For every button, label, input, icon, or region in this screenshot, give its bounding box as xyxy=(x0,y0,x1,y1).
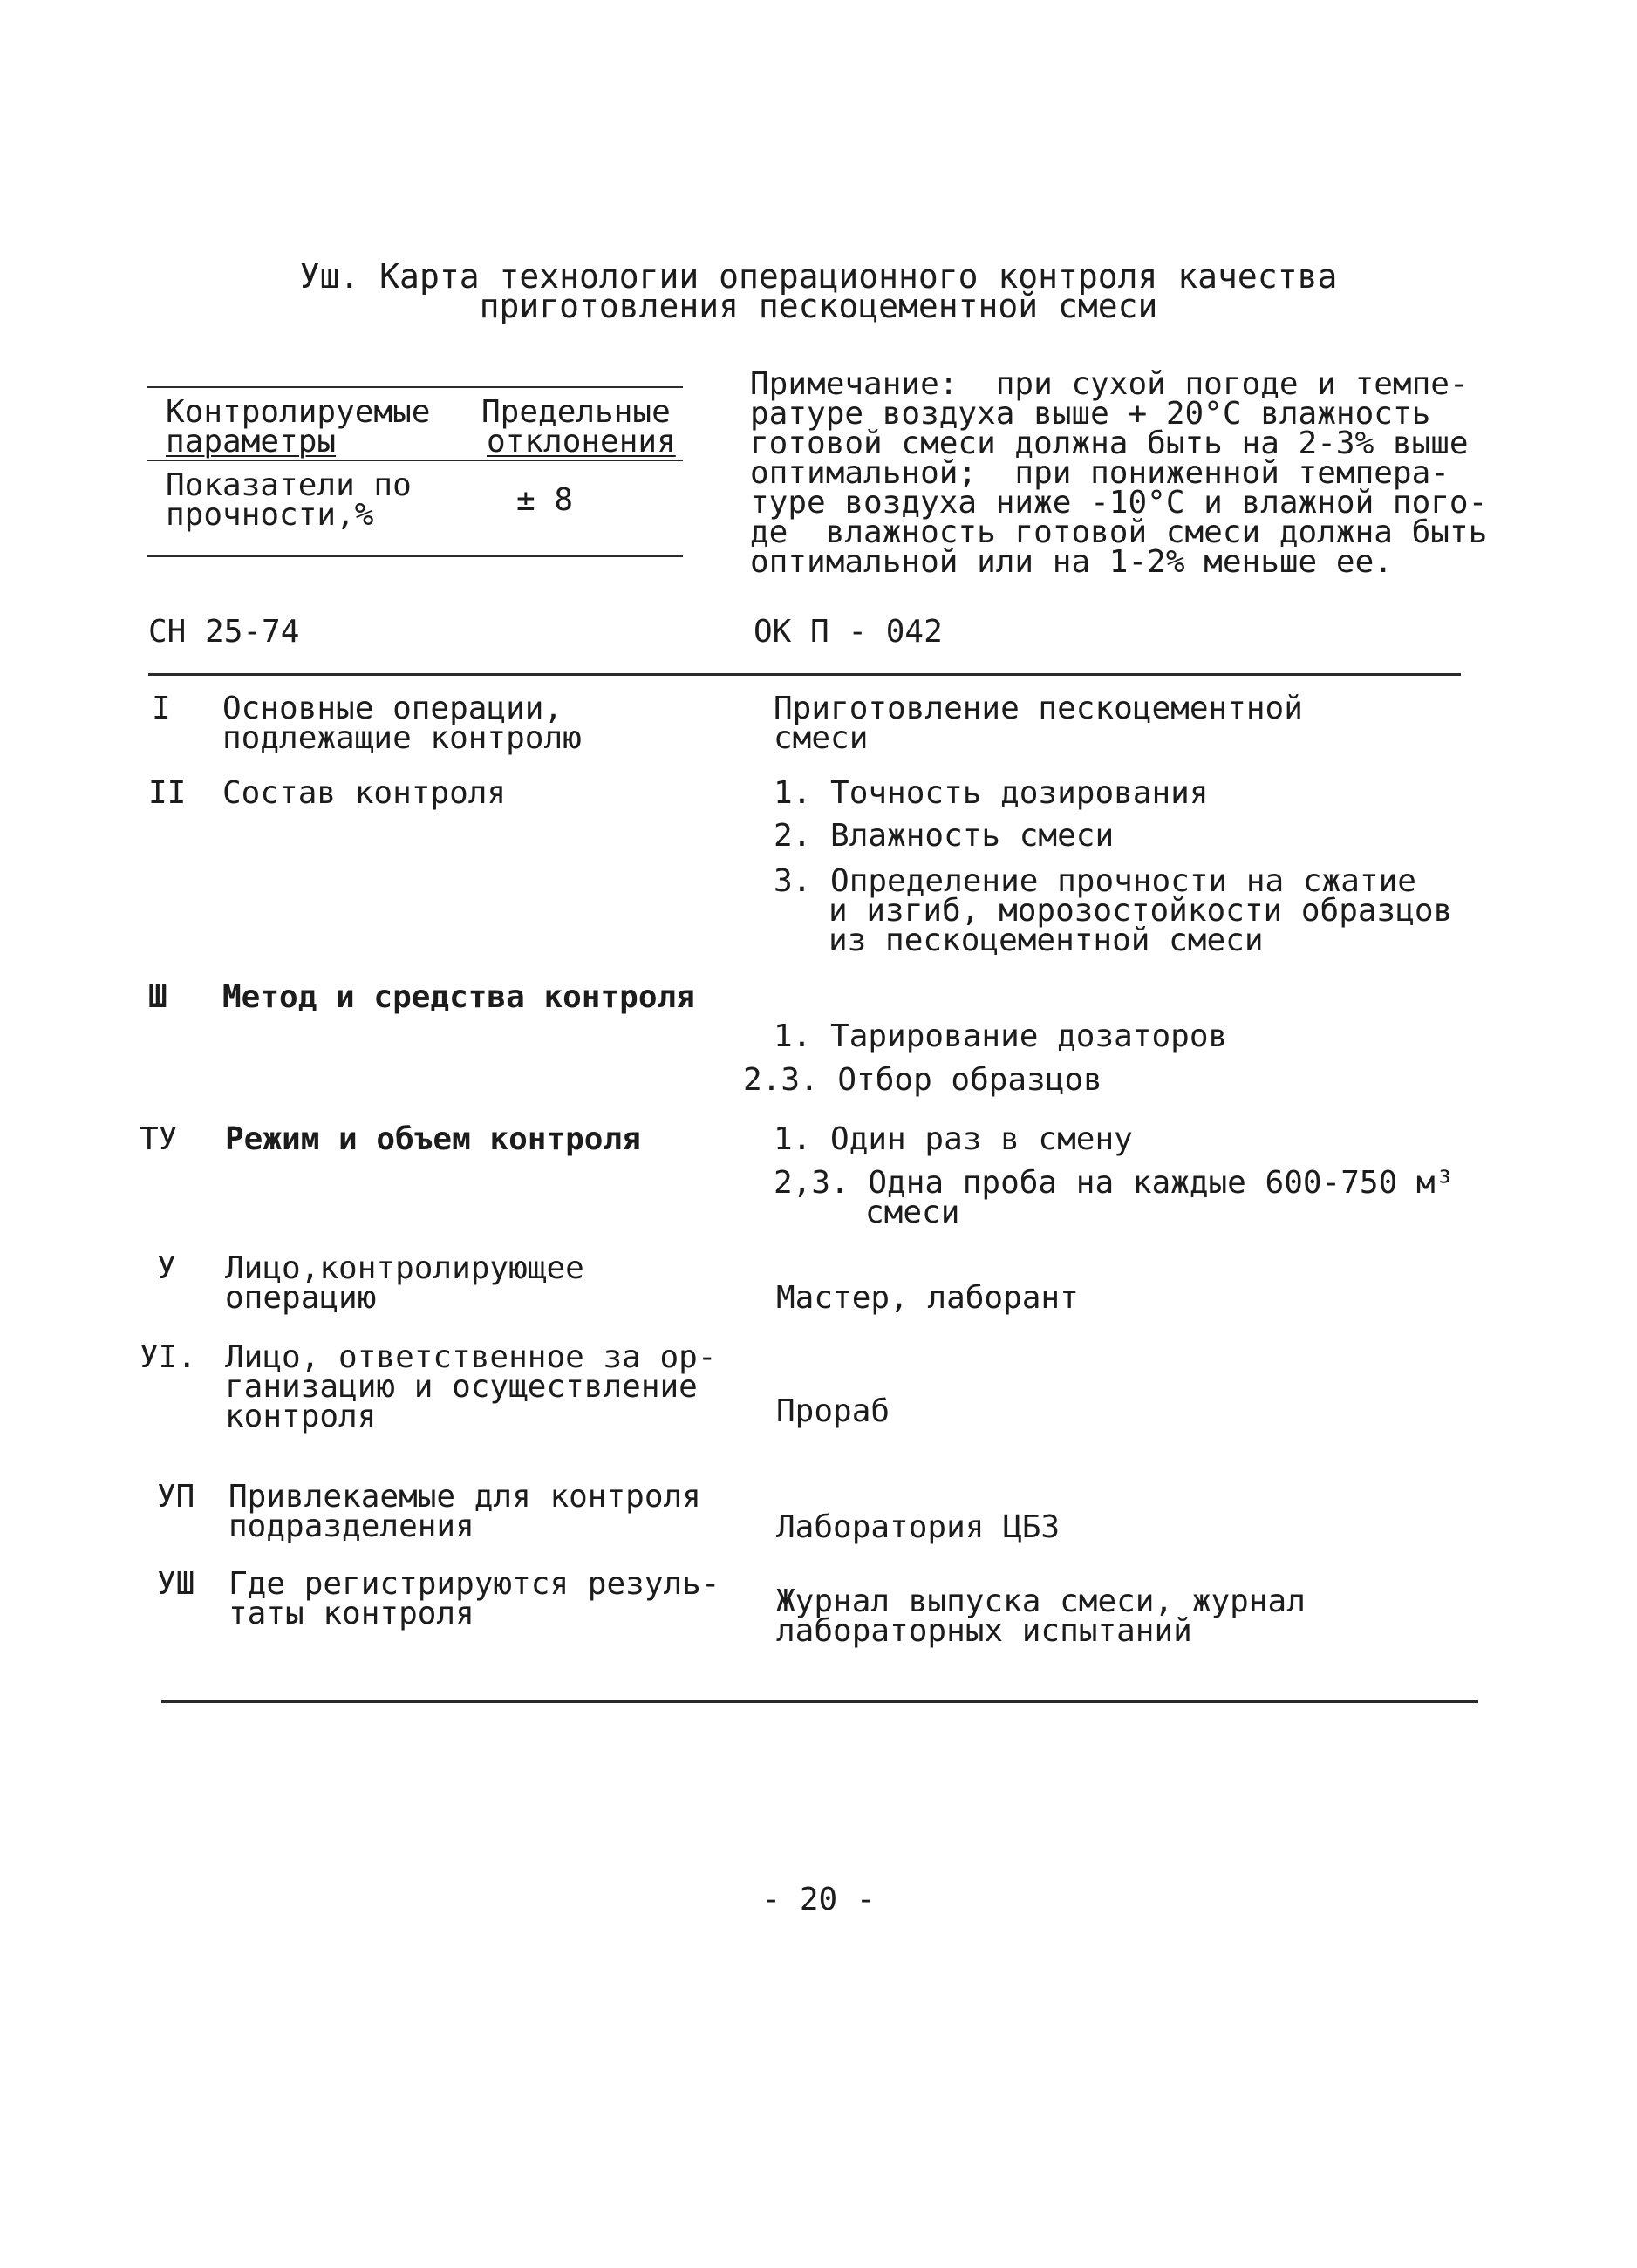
table-header-rule xyxy=(147,460,683,461)
note-line: де влажность готовой смеси должна быть xyxy=(750,514,1488,550)
document-title-line2: приготовления пескоцементной смеси xyxy=(479,287,1158,325)
standard-code: СН 25-74 xyxy=(148,614,300,650)
section-value: Лаборатория ЦБЗ xyxy=(776,1509,1061,1545)
note-line: Примечание: при сухой погоде и темпе- xyxy=(750,366,1469,402)
note-line: туре воздуха ниже -10°С и влажной пого- xyxy=(750,485,1488,521)
section-label: Привлекаемые для контроля xyxy=(228,1479,701,1515)
sections-bottom-rule xyxy=(161,1700,1478,1703)
section-label: подразделения xyxy=(228,1509,474,1544)
section-number: I xyxy=(152,691,171,726)
row-parameter-name: Показатели по xyxy=(166,467,412,503)
section-number: II xyxy=(148,775,187,811)
section-value: Журнал выпуска смеси, журнал xyxy=(776,1584,1306,1619)
column-header-parameters-2: параметры xyxy=(166,424,337,460)
section-value: Приготовление пескоцементной xyxy=(774,691,1303,726)
section-item: 2.3. Отбор образцов xyxy=(743,1062,1102,1098)
section-item: 1. Один раз в смену xyxy=(774,1121,1133,1157)
section-value: лабораторных испытаний xyxy=(776,1613,1192,1649)
section-item: из пескоцементной смеси xyxy=(829,923,1264,958)
note-line: оптимальной или на 1-2% меньше ее. xyxy=(750,544,1393,580)
section-label: ганизацию и осуществление xyxy=(225,1369,698,1405)
section-label: таты контроля xyxy=(228,1596,474,1631)
section-item: 3. Определение прочности на сжатие xyxy=(774,863,1416,899)
section-number: ТУ xyxy=(140,1121,178,1157)
section-number: УП xyxy=(157,1479,195,1515)
note-line: оптимальной; при пониженной темпера- xyxy=(750,455,1449,491)
section-label: Лицо, ответственное за ор- xyxy=(225,1339,717,1375)
section-value: смеси xyxy=(774,720,869,756)
section-item: 2,3. Одна проба на каждые 600-750 м³ xyxy=(774,1165,1455,1201)
column-header-deviations-2: отклонения xyxy=(487,424,676,460)
card-code: ОК П - 042 xyxy=(754,614,943,650)
section-label: подлежащие контролю xyxy=(222,720,582,756)
section-label: Где регистрируются резуль- xyxy=(228,1566,720,1602)
row-deviation-value: ± 8 xyxy=(516,482,574,518)
section-number: УI. xyxy=(140,1339,197,1375)
section-item: смеси xyxy=(865,1195,960,1230)
section-label: Метод и средства контроля xyxy=(222,979,695,1015)
row-parameter-name-2: прочности,% xyxy=(166,497,374,533)
note-line: ратуре воздуха выше + 20°С влажность xyxy=(750,396,1431,432)
section-label: Основные операции, xyxy=(222,691,563,726)
section-item: и изгиб, морозостойкости образцов xyxy=(829,893,1453,929)
column-header-parameters: Контролируемые xyxy=(166,394,431,430)
section-item: 2. Влажность смеси xyxy=(774,818,1115,854)
section-label: Режим и объем контроля xyxy=(225,1121,641,1157)
section-item: 1. Тарирование дозаторов xyxy=(774,1018,1228,1054)
section-number: У xyxy=(157,1250,176,1286)
section-item: 1. Точность дозирования xyxy=(774,775,1209,811)
note-line: готовой смеси должна быть на 2-3% выше xyxy=(750,426,1469,461)
section-label: Состав контроля xyxy=(222,775,507,811)
section-label: контроля xyxy=(225,1399,377,1434)
section-value: Прораб xyxy=(776,1393,890,1429)
document-title-line1: Уш. Карта технологии операционного контроля качества xyxy=(299,257,1338,296)
table-bottom-rule xyxy=(147,555,683,557)
section-value: Мастер, лаборант xyxy=(776,1280,1079,1316)
table-top-rule xyxy=(147,386,683,388)
section-number: УШ xyxy=(157,1566,195,1602)
column-header-deviations: Предельные xyxy=(481,394,671,430)
section-label: операцию xyxy=(225,1280,377,1316)
sections-top-rule xyxy=(148,673,1461,676)
page-number: - 20 - xyxy=(761,1882,876,1917)
section-number: Ш xyxy=(148,979,167,1015)
section-label: Лицо,контролирующее xyxy=(225,1250,584,1286)
